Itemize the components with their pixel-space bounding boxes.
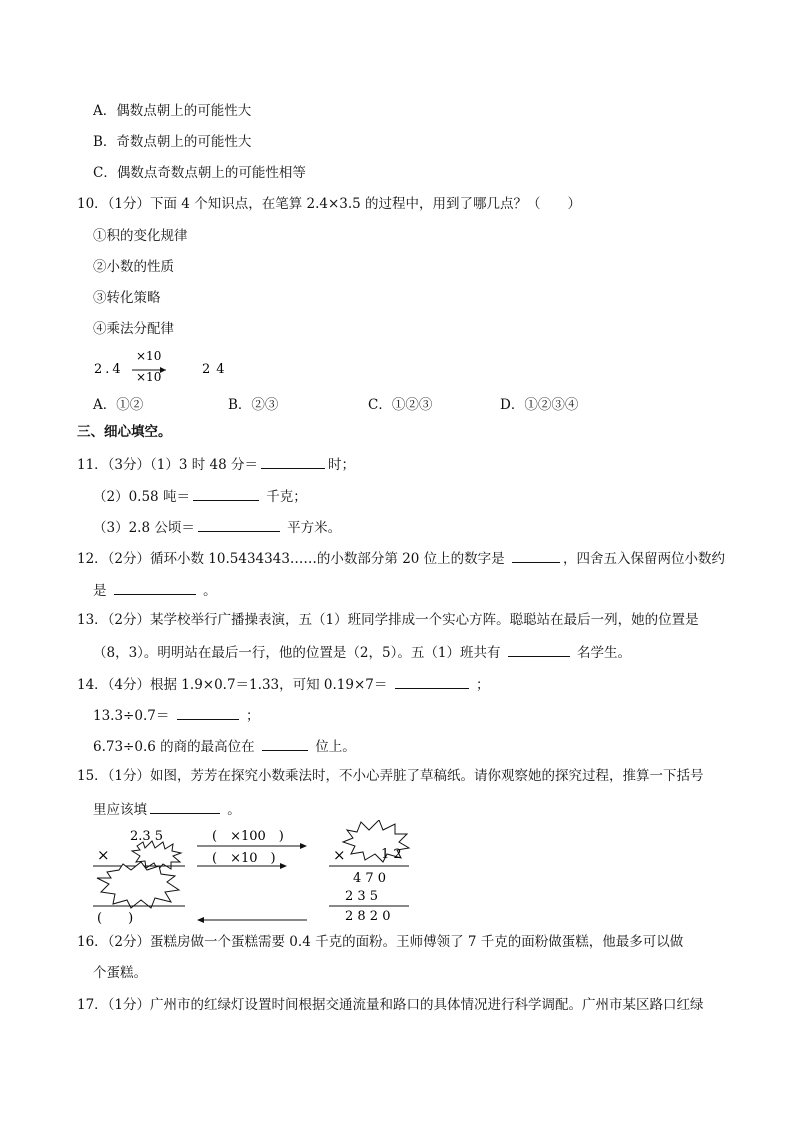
q12-line2-tail: 。 bbox=[203, 583, 217, 599]
q9-option-c: C．偶数点奇数点朝上的可能性相等 bbox=[93, 165, 306, 181]
q9-option-b: B．奇数点朝上的可能性大 bbox=[93, 134, 252, 150]
q12-line2-text: 是 bbox=[93, 583, 107, 599]
q15-left-times: × bbox=[97, 846, 110, 864]
q14-line1-tail: ； bbox=[475, 677, 490, 693]
q15-figure bbox=[85, 820, 425, 928]
q11-blank-3[interactable] bbox=[198, 517, 280, 532]
q10-transform-diagram bbox=[90, 348, 250, 382]
q11-line3 bbox=[93, 517, 341, 537]
q10-diagram-right: 24 bbox=[202, 362, 231, 377]
q15-left-top: 2.3 5 bbox=[130, 829, 164, 844]
q14-blank-3[interactable] bbox=[262, 736, 308, 751]
q15-right-digits: 1 2 bbox=[381, 847, 402, 862]
q15-right-row1: 4 7 0 bbox=[353, 871, 387, 886]
q11-line1-unit: 时； bbox=[328, 457, 355, 473]
q13-line2-tail: 名学生。 bbox=[577, 645, 632, 661]
q14-line3 bbox=[93, 736, 356, 756]
q10-point-1: ①积的变化规律 bbox=[93, 228, 188, 244]
q15-left-smudge-2 bbox=[97, 862, 179, 908]
q15-right-times: × bbox=[333, 846, 346, 864]
q14-blank-2[interactable] bbox=[177, 705, 239, 720]
section-heading: 三、细心填空。 bbox=[77, 424, 172, 440]
q15-left-paren: ( ) bbox=[97, 911, 134, 926]
q10-diagram-left: 2.4 bbox=[94, 362, 124, 377]
q16-line2: 个蛋糕。 bbox=[93, 965, 147, 981]
q14-line2-text: 13.3÷0.7＝ bbox=[93, 708, 170, 724]
q14-line2-tail: ； bbox=[245, 708, 260, 724]
q17-line1: 17．（1分）广州市的红绿灯设置时间根据交通流量和路口的具体情况进行科学调配。广州市某区路口红绿 bbox=[77, 997, 704, 1013]
q15-line2-tail: 。 bbox=[227, 802, 241, 818]
q11-blank-2[interactable] bbox=[193, 486, 259, 501]
q12-line1-tail: ，四舍五入保留两位小数约 bbox=[562, 551, 725, 567]
q11-line3-text: （3）2.8 公顷＝ bbox=[93, 520, 195, 536]
q10-option-b: B．②③ bbox=[228, 397, 279, 413]
q12-line1-text: 12．（2分）循环小数 10.5434343……的小数部分第 20 位上的数字是 bbox=[77, 551, 505, 567]
q12-line1 bbox=[77, 548, 725, 568]
q14-line3-text: 6.73÷0.6 的商的最高位在 bbox=[93, 739, 255, 755]
q11-line1-text: 11．（3分）（1）3 时 48 分＝ bbox=[77, 457, 258, 473]
q15-line2-text: 里应该填 bbox=[93, 802, 147, 818]
q13-blank[interactable] bbox=[508, 642, 570, 657]
q10-diagram-arrow-top: ×10 bbox=[136, 349, 162, 363]
q12-blank-1[interactable] bbox=[512, 548, 560, 563]
q13-line2-text: （8，3）。明明站在最后一行，他的位置是（2，5）。五（1）班共有 bbox=[93, 645, 501, 661]
q11-line3-unit: 平方米。 bbox=[287, 520, 342, 536]
q12-blank-2[interactable] bbox=[114, 580, 196, 595]
q11-line1 bbox=[77, 454, 355, 474]
q15-line1: 15．（1分）如图，芳芳在探究小数乘法时，不小心弄脏了草稿纸。请你观察她的探究过程，推算一下括号 bbox=[77, 768, 704, 784]
q12-line2 bbox=[93, 580, 217, 600]
q13-line1: 13．（2分）某学校举行广播操表演，五（1）班同学排成一个实心方阵。聪聪站在最后一列，她的位置是 bbox=[77, 612, 699, 628]
q15-arrow2-label: ( ×10 ) bbox=[212, 851, 276, 866]
q10-point-4: ④乘法分配律 bbox=[93, 321, 174, 337]
q11-line2-text: （2）0.58 吨＝ bbox=[93, 489, 190, 505]
q13-line2 bbox=[93, 642, 631, 662]
q14-blank-1[interactable] bbox=[395, 674, 469, 689]
q15-arrow3-head bbox=[197, 917, 204, 923]
q10-option-c: C．①②③ bbox=[368, 397, 433, 413]
q15-right-result: 2 8 2 0 bbox=[345, 909, 391, 924]
q15-arrow2-head bbox=[280, 863, 287, 869]
q15-line2 bbox=[93, 799, 241, 819]
q9-option-a: A．偶数点朝上的可能性大 bbox=[93, 103, 252, 119]
q10-option-a: A．①② bbox=[93, 397, 144, 413]
q11-blank-1[interactable] bbox=[261, 454, 325, 469]
q10-point-2: ②小数的性质 bbox=[93, 259, 174, 275]
q10-option-d: D．①②③④ bbox=[500, 397, 579, 413]
q11-line2-unit: 千克； bbox=[266, 489, 307, 505]
q14-line1 bbox=[77, 674, 489, 694]
q15-arrow1-head bbox=[300, 843, 307, 849]
q14-line3-tail: 位上。 bbox=[315, 739, 356, 755]
q15-right-row2: 2 3 5 bbox=[345, 889, 379, 904]
q10-point-3: ③转化策略 bbox=[93, 290, 161, 306]
q10-diagram-arrow-bottom: ×10 bbox=[136, 370, 162, 382]
q10-stem: 10．（1分）下面 4 个知识点，在笔算 2.4×3.5 的过程中，用到了哪几点？（ ） bbox=[77, 196, 582, 212]
q14-line1-text: 14．（4分）根据 1.9×0.7＝1.33，可知 0.19×7＝ bbox=[77, 677, 388, 693]
q14-line2 bbox=[93, 705, 259, 725]
q15-blank[interactable] bbox=[150, 799, 220, 814]
q15-arrow1-label: ( ×100 ) bbox=[212, 829, 284, 844]
q11-line2 bbox=[93, 486, 307, 506]
q16-line1: 16．（2分）蛋糕房做一个蛋糕需要 0.4 千克的面粉。王师傅领了 7 千克的面粉做蛋糕，他最多可以做 bbox=[77, 934, 684, 950]
